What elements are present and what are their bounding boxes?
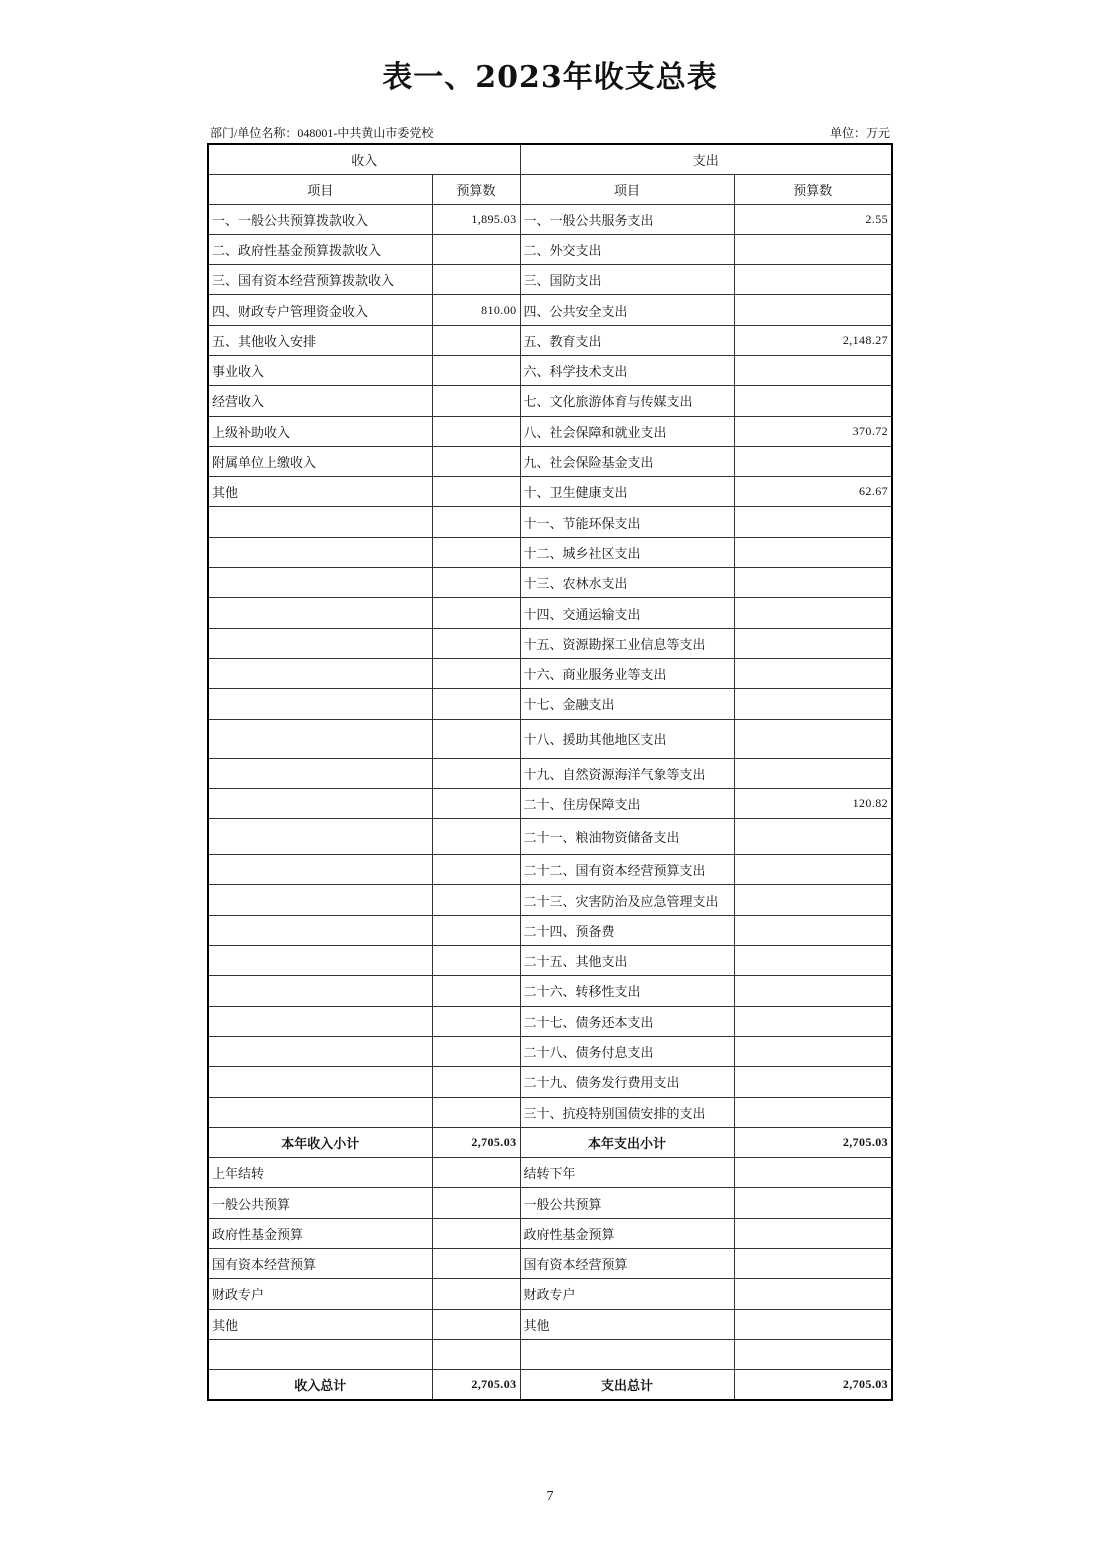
income-item-cell	[208, 758, 432, 788]
income-amount-cell	[432, 234, 520, 264]
income-item-cell	[208, 507, 432, 537]
table-row	[208, 915, 892, 945]
income-item-cell: 经营收入	[208, 386, 432, 416]
income-item-cell: 收入总计	[208, 1370, 432, 1400]
income-section-header: 收入	[208, 144, 520, 174]
expense-item-cell: 十八、援助其他地区支出	[520, 719, 734, 758]
expense-amount-column-header: 预算数	[734, 174, 892, 204]
income-amount-cell: 1,895.03	[432, 204, 520, 234]
grand-total-row	[208, 1370, 892, 1400]
expense-amount-cell	[734, 1067, 892, 1097]
income-amount-cell	[432, 477, 520, 507]
income-item-cell	[208, 976, 432, 1006]
income-amount-cell	[432, 325, 520, 355]
expense-item-cell: 十七、金融支出	[520, 689, 734, 719]
income-item-cell: 事业收入	[208, 355, 432, 385]
expense-item-cell: 其他	[520, 1309, 734, 1339]
expense-item-cell: 十六、商业服务业等支出	[520, 658, 734, 688]
table-row	[208, 295, 892, 325]
income-amount-cell	[432, 537, 520, 567]
income-item-cell: 财政专户	[208, 1279, 432, 1309]
expense-item-cell: 五、教育支出	[520, 325, 734, 355]
table-row	[208, 976, 892, 1006]
expense-amount-cell	[734, 1279, 892, 1309]
income-item-cell	[208, 885, 432, 915]
expense-item-cell: 二十六、转移性支出	[520, 976, 734, 1006]
income-amount-cell	[432, 946, 520, 976]
table-row	[208, 855, 892, 885]
expense-item-cell: 十一、节能环保支出	[520, 507, 734, 537]
expense-amount-cell: 2,705.03	[734, 1370, 892, 1400]
budget-table-body	[208, 204, 892, 1400]
income-amount-cell	[432, 976, 520, 1006]
expense-amount-cell	[734, 976, 892, 1006]
table-row	[208, 234, 892, 264]
table-row	[208, 1158, 892, 1188]
income-amount-cell	[432, 658, 520, 688]
income-amount-cell	[432, 446, 520, 476]
table-row	[208, 355, 892, 385]
expense-amount-cell	[734, 1188, 892, 1218]
table-row	[208, 1036, 892, 1066]
income-item-cell	[208, 788, 432, 818]
expense-amount-cell	[734, 819, 892, 855]
expense-amount-cell	[734, 386, 892, 416]
expense-amount-cell	[734, 689, 892, 719]
expense-item-cell: 二、外交支出	[520, 234, 734, 264]
expense-item-cell: 结转下年	[520, 1158, 734, 1188]
expense-item-cell: 十四、交通运输支出	[520, 598, 734, 628]
expense-amount-cell	[734, 885, 892, 915]
expense-amount-cell	[734, 1249, 892, 1279]
income-item-column-header: 项目	[208, 174, 432, 204]
table-row	[208, 265, 892, 295]
expense-item-cell: 二十一、粮油物资储备支出	[520, 819, 734, 855]
income-item-cell	[208, 946, 432, 976]
table-row	[208, 386, 892, 416]
expense-amount-cell	[734, 507, 892, 537]
column-header-row	[208, 174, 892, 204]
expense-amount-cell	[734, 295, 892, 325]
income-amount-cell	[432, 915, 520, 945]
table-row	[208, 946, 892, 976]
income-amount-cell	[432, 507, 520, 537]
expense-item-cell: 三、国防支出	[520, 265, 734, 295]
expense-amount-cell	[734, 446, 892, 476]
table-meta	[210, 126, 890, 140]
income-item-cell	[208, 658, 432, 688]
budget-summary-table	[207, 143, 893, 1401]
income-item-cell	[208, 1006, 432, 1036]
income-amount-cell	[432, 568, 520, 598]
income-item-cell	[208, 628, 432, 658]
table-row	[208, 628, 892, 658]
income-item-cell	[208, 819, 432, 855]
expense-item-cell: 十二、城乡社区支出	[520, 537, 734, 567]
expense-item-cell: 八、社会保障和就业支出	[520, 416, 734, 446]
income-amount-cell	[432, 689, 520, 719]
income-amount-cell	[432, 1097, 520, 1127]
expense-item-cell: 二十、住房保障支出	[520, 788, 734, 818]
income-amount-cell	[432, 1006, 520, 1036]
income-amount-column-header: 预算数	[432, 174, 520, 204]
subtotal-row	[208, 1127, 892, 1157]
income-amount-cell	[432, 885, 520, 915]
expense-amount-cell: 370.72	[734, 416, 892, 446]
expense-amount-cell: 2,148.27	[734, 325, 892, 355]
expense-item-column-header: 项目	[520, 174, 734, 204]
income-item-cell	[208, 1097, 432, 1127]
expense-item-cell: 政府性基金预算	[520, 1218, 734, 1248]
income-item-cell: 四、财政专户管理资金收入	[208, 295, 432, 325]
section-header-row	[208, 144, 892, 174]
table-row	[208, 598, 892, 628]
currency-unit-label: 单位：万元	[829, 126, 890, 140]
expense-item-cell: 六、科学技术支出	[520, 355, 734, 385]
expense-amount-cell: 2,705.03	[734, 1127, 892, 1157]
table-row	[208, 689, 892, 719]
table-row	[208, 568, 892, 598]
table-row	[208, 1097, 892, 1127]
expense-item-cell: 一般公共预算	[520, 1188, 734, 1218]
income-item-cell	[208, 598, 432, 628]
expense-amount-cell	[734, 946, 892, 976]
expense-item-cell: 支出总计	[520, 1370, 734, 1400]
income-amount-cell	[432, 386, 520, 416]
table-row	[208, 1218, 892, 1248]
table-row	[208, 885, 892, 915]
expense-section-header: 支出	[520, 144, 892, 174]
expense-item-cell: 四、公共安全支出	[520, 295, 734, 325]
table-row	[208, 1339, 892, 1369]
income-item-cell: 五、其他收入安排	[208, 325, 432, 355]
table-row	[208, 1249, 892, 1279]
income-item-cell	[208, 1339, 432, 1369]
expense-item-cell: 一、一般公共服务支出	[520, 204, 734, 234]
income-item-cell	[208, 537, 432, 567]
table-row	[208, 446, 892, 476]
income-amount-cell	[432, 758, 520, 788]
table-row	[208, 204, 892, 234]
expense-amount-cell	[734, 1309, 892, 1339]
expense-item-cell: 国有资本经营预算	[520, 1249, 734, 1279]
expense-item-cell: 十三、农林水支出	[520, 568, 734, 598]
income-amount-cell	[432, 1249, 520, 1279]
income-item-cell: 上年结转	[208, 1158, 432, 1188]
expense-item-cell: 三十、抗疫特别国债安排的支出	[520, 1097, 734, 1127]
income-amount-cell	[432, 1188, 520, 1218]
income-amount-cell	[432, 1158, 520, 1188]
income-item-cell	[208, 568, 432, 598]
expense-amount-cell	[734, 234, 892, 264]
table-row	[208, 1188, 892, 1218]
page-title: 表一、2023年收支总表	[382, 60, 718, 95]
income-amount-cell	[432, 1309, 520, 1339]
expense-item-cell: 二十四、预备费	[520, 915, 734, 945]
income-amount-cell	[432, 265, 520, 295]
income-amount-cell: 810.00	[432, 295, 520, 325]
income-item-cell	[208, 689, 432, 719]
income-amount-cell	[432, 719, 520, 758]
income-item-cell: 政府性基金预算	[208, 1218, 432, 1248]
expense-amount-cell: 120.82	[734, 788, 892, 818]
income-item-cell: 附属单位上缴收入	[208, 446, 432, 476]
income-item-cell	[208, 719, 432, 758]
income-amount-cell	[432, 855, 520, 885]
table-row	[208, 325, 892, 355]
income-amount-cell	[432, 1279, 520, 1309]
expense-item-cell: 二十五、其他支出	[520, 946, 734, 976]
table-row	[208, 658, 892, 688]
income-item-cell: 二、政府性基金预算拨款收入	[208, 234, 432, 264]
income-item-cell	[208, 915, 432, 945]
income-amount-cell	[432, 598, 520, 628]
expense-amount-cell	[734, 265, 892, 295]
expense-item-cell: 二十七、债务还本支出	[520, 1006, 734, 1036]
table-row	[208, 1309, 892, 1339]
expense-amount-cell	[734, 1158, 892, 1188]
table-row	[208, 477, 892, 507]
income-item-cell	[208, 1036, 432, 1066]
expense-item-cell: 二十八、债务付息支出	[520, 1036, 734, 1066]
income-amount-cell	[432, 355, 520, 385]
expense-amount-cell	[734, 1097, 892, 1127]
income-item-cell: 其他	[208, 1309, 432, 1339]
expense-amount-cell	[734, 1218, 892, 1248]
expense-amount-cell	[734, 1036, 892, 1066]
expense-item-cell: 本年支出小计	[520, 1127, 734, 1157]
income-item-cell: 国有资本经营预算	[208, 1249, 432, 1279]
income-amount-cell	[432, 1218, 520, 1248]
income-item-cell: 上级补助收入	[208, 416, 432, 446]
income-amount-cell: 2,705.03	[432, 1370, 520, 1400]
table-row	[208, 758, 892, 788]
table-row	[208, 416, 892, 446]
income-amount-cell: 2,705.03	[432, 1127, 520, 1157]
expense-amount-cell	[734, 628, 892, 658]
expense-item-cell: 二十九、债务发行费用支出	[520, 1067, 734, 1097]
expense-amount-cell	[734, 1006, 892, 1036]
page-number: 7	[546, 1489, 554, 1504]
table-row	[208, 788, 892, 818]
expense-amount-cell	[734, 355, 892, 385]
table-row	[208, 1067, 892, 1097]
expense-item-cell: 七、文化旅游体育与传媒支出	[520, 386, 734, 416]
expense-amount-cell	[734, 758, 892, 788]
expense-item-cell: 二十二、国有资本经营预算支出	[520, 855, 734, 885]
expense-amount-cell	[734, 568, 892, 598]
income-item-cell	[208, 1067, 432, 1097]
expense-amount-cell	[734, 537, 892, 567]
expense-item-cell: 十、卫生健康支出	[520, 477, 734, 507]
table-row	[208, 1006, 892, 1036]
income-item-cell: 一般公共预算	[208, 1188, 432, 1218]
expense-item-cell	[520, 1339, 734, 1369]
expense-amount-cell	[734, 1339, 892, 1369]
expense-item-cell: 财政专户	[520, 1279, 734, 1309]
income-amount-cell	[432, 1036, 520, 1066]
table-row	[208, 1279, 892, 1309]
income-item-cell: 三、国有资本经营预算拨款收入	[208, 265, 432, 295]
income-item-cell: 本年收入小计	[208, 1127, 432, 1157]
table-row	[208, 537, 892, 567]
unit-name-label: 部门/单位名称：048001-中共黄山市委党校	[210, 126, 434, 140]
expense-amount-cell: 62.67	[734, 477, 892, 507]
expense-amount-cell	[734, 658, 892, 688]
income-item-cell: 其他	[208, 477, 432, 507]
income-amount-cell	[432, 1339, 520, 1369]
table-row	[208, 507, 892, 537]
expense-amount-cell: 2.55	[734, 204, 892, 234]
expense-item-cell: 九、社会保险基金支出	[520, 446, 734, 476]
income-item-cell	[208, 855, 432, 885]
expense-amount-cell	[734, 719, 892, 758]
expense-amount-cell	[734, 855, 892, 885]
expense-item-cell: 十九、自然资源海洋气象等支出	[520, 758, 734, 788]
income-item-cell: 一、一般公共预算拨款收入	[208, 204, 432, 234]
expense-amount-cell	[734, 598, 892, 628]
income-amount-cell	[432, 819, 520, 855]
income-amount-cell	[432, 416, 520, 446]
table-row	[208, 819, 892, 855]
income-amount-cell	[432, 1067, 520, 1097]
table-row	[208, 719, 892, 758]
income-amount-cell	[432, 628, 520, 658]
expense-amount-cell	[734, 915, 892, 945]
income-amount-cell	[432, 788, 520, 818]
expense-item-cell: 二十三、灾害防治及应急管理支出	[520, 885, 734, 915]
expense-item-cell: 十五、资源勘探工业信息等支出	[520, 628, 734, 658]
